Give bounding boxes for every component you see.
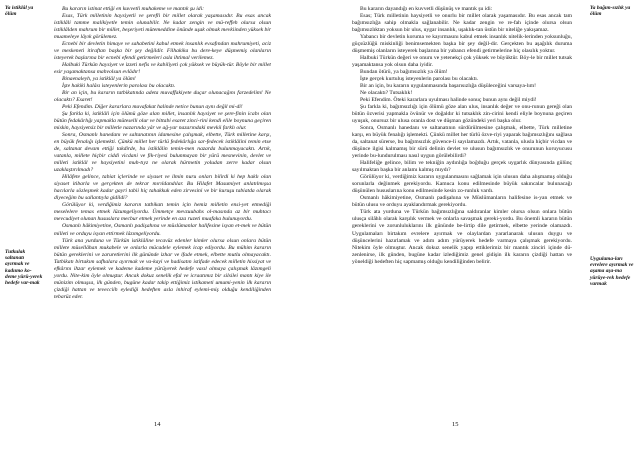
margin-note: Ya bağım-sızlık ya ölüm [590,5,631,18]
paragraph: Görülüyor ki, verdiğimiz kararın tatbikatı temin için hemiz milletin ensi-yet etmediği meselelere temas etmek lüzumgeliyordu. Ümmetçe mevzuubahs ol-masında az bir muhtacı mevcudiyet olunan hususlara mecbur etmek yerinde en aza ruzeti muafaka bulunuyordu. [54,202,271,223]
paragraph: Bir an için, bu kararın uygulanmasında başarısızlığa düşüleceğini varsaya-lım! [360,83,536,90]
margin-note: Tutkulak saltanatı ayırmak ve kadıımo ko-deme yürü-yerek hedefe var-mak [5,249,43,287]
paragraph: Sonra, Osmanlı hanedanı ve saltanatının sürdürülmesine çalışmak, elbette, Türk milletine karşı, en büyük fenalığı işlemekti. Çünkü millet her türlü özve-riyi yaparak bağımsızlığını sağlasa da, saltanat sürerse, bu bağımsızlık güvence-li sayılamazdı. Artık, vatanla, ulusla hiçbir vicdan ve düşünce ilgisi kalmamış bir sürü delinin devlet ve ulusun bağımsızlık ve onurunun koruyucusu yerinde bu-lundurulması nasıl uygun görülebilirdi? [352,125,572,160]
paragraph: Peki Efendim. Öteki kararlara uyulması halinde sonuç bunun aynı değil miydi! [360,97,537,104]
paragraph: Peki Efendim. Diğer kararlara muvafakat halinde netice bunun aynı değil mi-di! [62,104,243,111]
paragraph: Şu farkla ki, bağımsızlığı için ölümü göze alan ulus, insanlık değer ve onu-runun gereği olan bütün özverisi yapmakla övünür ve doğaldır ki tutsaklık zin-cirini kendi eliyle boynuna geçiren uyuşuk, onursuz bir ulusa oranla dost ve düşman gözündeki yeri başka olur. [352,104,572,125]
page-number: 15 [452,421,459,428]
paragraph: Hilâfete gelince, tabiat içlerinde ve siyaset ve ilmin nuru onları bilirdi ki hep haklı olan siyaset itibarla ve gerçekten de tekrar mırıldandılar. Bu Hilafet Masumiyet anlatılmışsa hacılarla sözleşmek kadar gayri tabii hiç tahakkuk eden zirvesini ve bir kuruşu tabiatda olarak diyeceğim bu sallantıyla gidildi? [54,174,271,202]
paragraph: Bundan ötürü, ya bağımsızlık ya ölüm! [360,69,448,76]
paragraph: Esas, Türk milletinin haysiyetli ve şerefli bir millet olarak yaşamasıdır. Bu esas ancak istiklâli tamme malikiyetle temin olunabilir. Ne kadar zengin ve mü-reffeh olursa olsun istiklâlden mahrum bir millet, beşeriyeti mütemeddine önünde uşak olmak mevkiinden yüksek bir muameleye lâyık görülemez. [54,13,271,41]
paragraph: Ecnebi bir devletin himaye ve sahabetini kabul etmek insanlık evsafından mahrumiyeti, aciz ve meskeneti itiraftan başka bir şey değildir. Filhakika bu dere-keye düşmemiş olanların isteyerek başlarına bir ecnebi efendi getirmeleri asla ihtimal verilemez. [54,41,271,62]
margin-note: Uygulama-ları evrelere ayırmak ve aşama aşa-ma yürüye-rek hedefe varmak [590,256,634,287]
paragraph: Binaenaleyh, ya istiklâl ya ölüm! [62,76,136,83]
right-page [319,0,638,451]
paragraph: Bu kararın istinat ettiği en kuvvetli muhakeme ve mantık şu idi: [62,6,204,12]
paragraph: Şu farkla ki, istiklâli için ölümü göze alan millet, insanlık haysiyet ve şere-finin icabı olan bütün fedakârlığı yapmakla müteselli olur ve bittabi esaret zinci-rini kendi elile boynuna geçiren miskin, haysiyetsiz bir milletle nazarında yâr ve ağ-yar nazarındaki mevkii farklı olur. [54,111,271,132]
paragraph: İşte gerçek kurtuluş isteyenlerin parolası bu olacaktı. [360,76,479,83]
paragraph: Bu kararın dayandığı en kuvvetli düşünüş ve mantık şu idi: [360,6,493,12]
paragraph: Halifeliğe gelince, bilim ve tekniğin aydınlığa boğduğu gerçek uygarlık dünyasında gülünç sayılmaktan başka bir anlamı kalmış mıydı? [352,160,572,174]
paragraph: Osmanlı hâkimiyetine, Osmanlı padişahına ve müslümanlar halifesine isyan et-mek ve bütün milleti ve orduyu isyan ettirmek lâzımgeliyordu. [54,223,271,237]
paragraph: Osmanlı hâkimiyetine, Osmanlı padişahına ve Müslümanların halifesine is-yan etmek ve bütün ulusu ve orduyu ayaklandırmak gerekiyordu. [352,195,572,209]
paragraph: Halbuki Türkün değeri ve onuru ve yetenekçi çok yüksek ve büyüktür. Böy-le bir millet tutsak yaşamaktansa yok olsun daha iyidir. [352,55,572,69]
paragraph: Esas; Türk milletinin haysiyetli ve onurlu bir millet olarak yaşamasıdır. Bu esas ancak tam bağımsızlığa sahip olmakla sağlanabilir. Ne kadar zengin ve re-fah içinde olursa olsun bağımsızlıktan yoksun bir ulus, uygar insanlık, uşaklık-tan üstün bir niteliğe yakışamaz. [352,13,572,34]
margin-note: Ya istiklâl ya ölüm [5,5,34,18]
paragraph: Türk ana yurduna ve Türkün istiklâline tecavüz edenler kimler olursa olsun onlara bütün millete müsellâhan mukabele ve onlarla mücadele eylemek icap ediyordu. Bu mühim kararın bütün gereklerini ve zaruretlerini ilk gününde izhar ve ifade etmek, elbette mutlu olmayacaktı. Tatbikatı birtakım safhalara ayırmak ve va-kayi ve hadisatın istifade edecek milletin hissiyat ve efkârını ihzar eylemek ve kademe kademe yürüyerek hedefe vasıl olmaya çalışmak lâzımgeli yordu. Nite-kim öyle olmuştur. Ancak dokuz senelik efal ve icraatımız bir silsilei mantı kiye ile münizim olmuşsa, ilk günden, bugüne kadar takip ettiğimiz istikameti umumi-yenin ilk kararın çizdiği hattan ve tevecciih eylediği hedeften asla inhiraf eylemi-miş olduğu kendiliğinden tebarüz eder. [54,237,271,300]
body-text-left [54,6,271,301]
paragraph: Ne olacaktı? Tutsaklık! [360,90,413,97]
paragraph: Bir an için, bu kararın tatbikatında adeta muvaffakiyete duçar olunacağını farzedelim! Ne olacaktı? Esaret! [54,90,271,104]
paragraph: Sonra, Osmanlı hanedanı ve saltanatının idamesine çalışmak, elbette, Türk milletine karşı, en büyük fenalığı işlemekti. Çünkü millet her türlü fedekârlığa sar-fedecek istiklâlini temin etse de, saltanat devam ettiği takdirde, bu istiklâlin temin-men nazarda bulunmayacaktı. Artık, vatanla, millete hiçbir ciddi vicdani ve fik-riyesi bulunmayan bir yürü mesnevinin, devlet ve milleti istiklâl ve haysiyetini muh-tıyz ne olarak hürmetin yoludan zerre kadar olsun uzaklaştırılmadı? [54,132,271,174]
paragraph: Türk ata yurduna ve Türkün bağımsızlığına saldıranlar kimler olursa olsun onlara bütün ulusça silâhlı olarak karşılık vermek ve onlarla savaşmak gereki-yordu. Bu önemli kararın bütün gereklerini ve zorunluluklarını ilk gününde be-lirtip dile getirmek, elbette yerinde olamazdı. Uygulamaları birtakım evrelere ayırmak ve olaylardan yararlanarak ulusun duygu ve düşüncelerini hazırlamak ve adım adım yürüyerek hedefe varmaya çalışmak gerekiyordu. Nitekim öyle olmuştur. Ancak dokuz senelik yapıp ettiklerimiz bir mantık zinciri içinde dü-zenlenirse, ilk günden, bugüne kadar izlediğimiz genel gidişin ilk kararın çizdiği hattan ve yöneldiği hedeften hiç sapmamış olduğu kendiliğinden belirir. [352,209,572,265]
paragraph: Yabancı bir devletin koruma ve kayırmasını kabul etmek insanlık nitelik-lerinden yoksunluğu, güçsüzlüğü miskinliği benimsemekten başka bir şey değil-dir. Gerçekten bu aşağılık duruma düşmemiş olanların isteyerek başlarına bir yabancı efendi getirmelerine hiç olasılık yoktur. [352,34,572,55]
paragraph: Halbuki Türkün haysiyet ve izzeti nefis ve kabiliyeti çok yüksek ve büyük-tür. Böyle bir millet esir yaşamaktansa mahvolsun evlâdır! [54,62,271,76]
page-number: 14 [154,421,161,428]
body-text-right [352,6,572,266]
paragraph: İşte hakiki halâsı isteyenlerin parolası bu olacaktı. [62,83,176,90]
paragraph: Görülüyor ki, verdiğimiz kararın uygulanmasını sağlamak için ulusun daha alışmamış olduğu sorunlarla değinmek gerekiyordu. Kamuca konu edilmesinde büyük sakıncalar bulunacağı düşünülen hususlarına konu edilmesinde kesin zo-runluk vardı. [352,174,572,195]
